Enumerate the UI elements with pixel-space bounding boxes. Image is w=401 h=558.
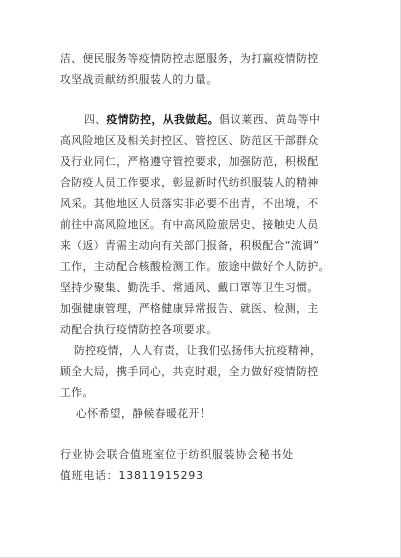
body-line: 加强健康管理，严格健康异常报告、就医、检测，主 <box>60 302 319 315</box>
section-four-heading-line <box>84 113 320 127</box>
body-line: 高风险地区及相关封控区、管控区、防范区干部群众 <box>60 134 319 147</box>
section-emphasis: 疫情防控，从我做起。 <box>106 113 219 126</box>
body-line: 前往中高风险地区。有中高风险旅居史、接触史人员 <box>60 218 319 231</box>
body-line: 顾全大局，携手同心，共克时艰，全力做好疫情防控 <box>60 365 319 378</box>
body-line: 洁、便民服务等疫情防控志愿服务，为打赢疫情防控 <box>60 52 319 65</box>
duty-office-note: 行业协会联合值班室位于纺织服装协会秘书处 <box>60 448 294 461</box>
closing-line: 心怀希望，静候春暖花开！ <box>76 407 211 420</box>
body-line: 来（返）青需主动向有关部门报备，积极配合“流调” <box>60 239 320 252</box>
body-line: 及行业同仁，严格遵守管控要求，加强防范，积极配 <box>60 155 319 168</box>
body-line: 风采。其他地区人员落实非必要不出青，不出境，不 <box>60 197 319 210</box>
body-line: 工作，主动配合核酸检测工作。旅途中做好个人防护。 <box>60 260 330 273</box>
body-line: 防控疫情，人人有责，让我们弘扬伟大抗疫精神， <box>74 344 322 357</box>
body-line: 攻坚战贡献纺织服装人的力量。 <box>60 73 218 86</box>
body-line: 坚持少聚集、勤洗手、常通风、戴口罩等卫生习惯。 <box>60 281 319 294</box>
duty-phone: 值班电话：13811915293 <box>60 469 204 482</box>
body-line: 动配合执行疫情防控各项要求。 <box>60 323 218 336</box>
body-line: 合防疫人员工作要求，彰显新时代纺织服装人的精神 <box>60 176 319 189</box>
section-lead-text: 倡议莱西、黄岛等中 <box>218 113 321 126</box>
section-number: 四、 <box>84 113 107 126</box>
body-line: 工作。 <box>60 386 94 399</box>
